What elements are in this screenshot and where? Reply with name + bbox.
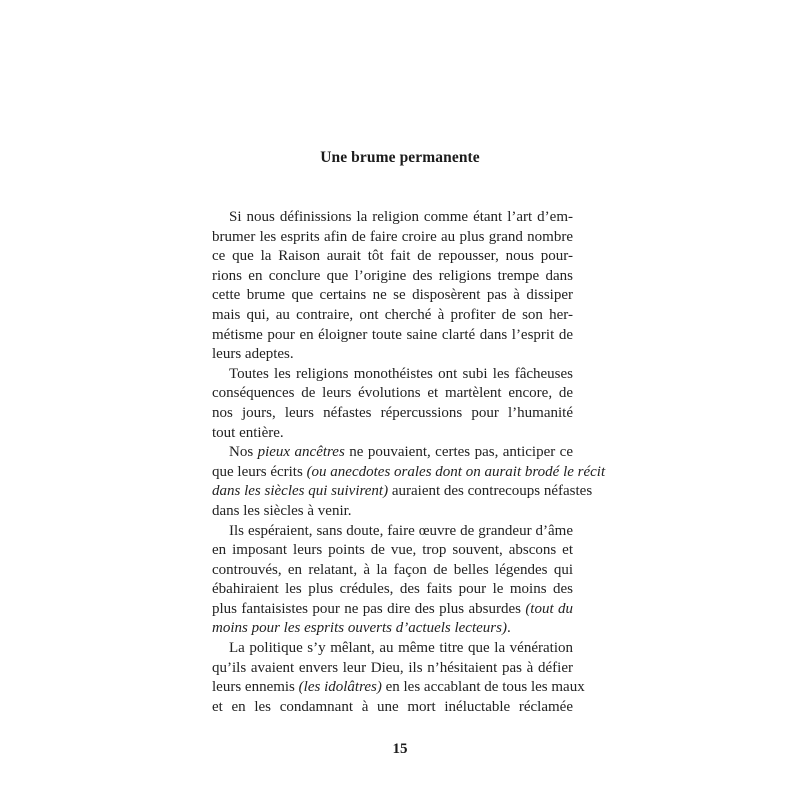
italic-text-segment: dans les siècles qui suivirent) xyxy=(212,483,389,500)
text-line xyxy=(212,365,573,385)
text-segment: ne pouvaient, certes pas, anticiper ce xyxy=(344,444,573,461)
text-segment: . xyxy=(506,620,511,637)
text-segment: Ils espéraient, sans doute, faire œuvre de grandeur d’âme xyxy=(229,522,573,539)
text-line xyxy=(212,522,573,542)
italic-text-segment: (ou anecdotes orales dont on aurait brodé le récit xyxy=(306,463,606,480)
text-segment: métisme pour en éloigner toute saine clarté dans l’esprit de xyxy=(212,326,573,343)
text-line xyxy=(212,384,573,404)
text-line xyxy=(212,443,573,463)
text-line xyxy=(212,659,573,679)
text-line xyxy=(212,267,573,287)
text-line xyxy=(212,424,573,444)
text-segment: rions en conclure que l’origine des religions trempe dans xyxy=(212,267,573,284)
text-line xyxy=(212,306,573,326)
text-segment: mais qui, au contraire, ont cherché à profiter de son her- xyxy=(212,306,573,323)
text-segment: ce que la Raison aurait tôt fait de repousser, nous pour- xyxy=(212,248,573,265)
text-segment: nos jours, leurs néfastes répercussions pour l’humanité xyxy=(212,404,573,421)
text-line xyxy=(212,286,573,306)
text-segment: et en les condamnant à une mort inéluctable réclamée xyxy=(212,698,573,715)
text-line xyxy=(212,463,606,483)
text-segment: tout entière. xyxy=(212,424,284,441)
text-segment: controuvés, en relatant, à la façon de belles légendes qui xyxy=(212,561,573,578)
text-line xyxy=(212,580,573,600)
text-line xyxy=(212,698,573,718)
text-line xyxy=(212,639,573,659)
text-segment: La politique s’y mêlant, au même titre que la vénération xyxy=(229,640,573,657)
text-segment: auraient des contrecoups néfastes xyxy=(388,483,593,500)
italic-text-segment: pieux ancêtres xyxy=(257,444,345,461)
text-segment: Toutes les religions monothéistes ont subi les fâcheuses xyxy=(229,365,573,382)
text-segment: Si nous définissions la religion comme étant l’art d’em- xyxy=(229,209,573,225)
text-segment: Nos xyxy=(229,444,258,461)
chapter-title: Une brume permanente xyxy=(320,149,480,166)
italic-text-segment: moins pour les esprits ouverts d’actuels lecteurs) xyxy=(212,620,507,637)
body-text xyxy=(212,208,606,717)
text-line xyxy=(212,619,573,639)
text-segment: conséquences de leurs évolutions et martèlent encore, de xyxy=(212,385,573,402)
text-line xyxy=(212,247,573,267)
text-line xyxy=(212,600,573,620)
text-segment: que leurs écrits xyxy=(212,463,307,480)
italic-text-segment: (tout du xyxy=(525,600,573,617)
text-segment: leurs adeptes. xyxy=(212,346,294,363)
text-line xyxy=(212,541,573,561)
text-segment: brumer les esprits afin de faire croire au plus grand nombre xyxy=(212,228,573,245)
page-number: 15 xyxy=(392,741,408,757)
text-segment: en imposant leurs points de vue, trop souvent, abscons et xyxy=(212,542,573,559)
text-segment: dans les siècles à venir. xyxy=(212,502,352,519)
text-segment: en les accablant de tous les maux xyxy=(381,679,585,696)
text-line xyxy=(212,228,573,248)
text-line xyxy=(212,561,573,581)
text-line xyxy=(212,678,585,698)
text-line xyxy=(212,482,593,502)
text-line xyxy=(212,208,573,228)
text-segment: leurs ennemis xyxy=(212,679,299,696)
text-segment: plus fantaisistes pour ne pas dire des plus absurdes xyxy=(212,600,526,617)
text-segment: cette brume que certains ne se disposèrent pas à dissiper xyxy=(212,287,573,304)
text-segment: qu’ils avaient envers leur Dieu, ils n’hésitaient pas à défier xyxy=(212,659,573,676)
text-line xyxy=(212,326,573,346)
text-line xyxy=(212,404,573,424)
text-segment: ébahiraient les plus crédules, des faits pour le moins des xyxy=(212,581,573,598)
italic-text-segment: (les idolâtres) xyxy=(298,679,382,696)
text-line xyxy=(212,345,573,365)
text-line xyxy=(212,502,573,522)
